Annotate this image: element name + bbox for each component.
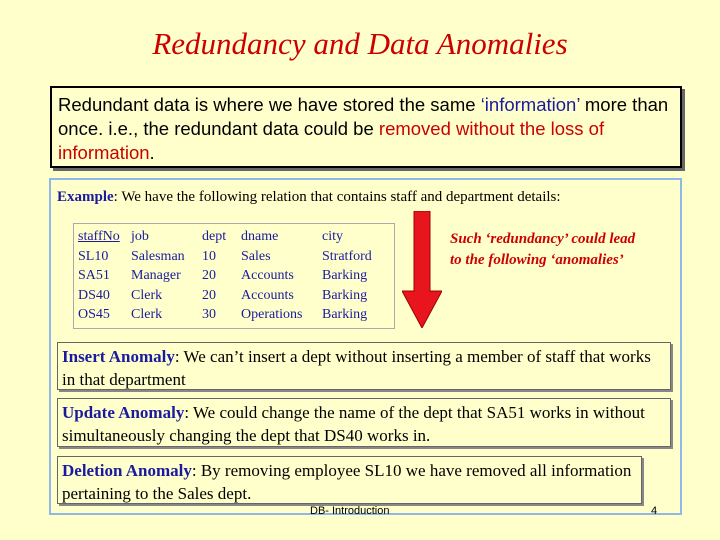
cell: OS45 xyxy=(78,307,110,322)
footer-label: DB- Introduction xyxy=(310,505,390,517)
cell: Barking xyxy=(322,287,368,303)
update-anomaly-box xyxy=(57,398,671,447)
cell: Clerk xyxy=(131,287,163,303)
deletion-anomaly-label: Deletion Anomaly xyxy=(62,461,192,480)
cell: 20 xyxy=(202,268,216,283)
update-anomaly-label: Update Anomaly xyxy=(62,403,185,422)
insert-anomaly-text: : We can’t insert a dept without inserting a member of staff that works in that department xyxy=(62,347,651,389)
header-dept: dept xyxy=(202,229,227,244)
cell: Barking xyxy=(322,307,368,322)
column-dname xyxy=(241,227,302,325)
cell: Operations xyxy=(241,307,303,322)
intro-text-information: ‘information’ xyxy=(480,94,580,115)
header-dname: dname xyxy=(241,229,279,244)
column-staffno xyxy=(78,227,120,325)
intro-box xyxy=(50,86,682,168)
cell: 20 xyxy=(202,287,216,303)
update-anomaly-text: : We could change the name of the dept that SA51 works in without simultaneously changing the dept that DS40 works in. xyxy=(62,403,645,445)
cell: 30 xyxy=(202,307,216,322)
cell: Barking xyxy=(322,268,368,283)
insert-anomaly-box xyxy=(57,342,671,390)
header-staffno: staffNo xyxy=(78,229,120,244)
cell: Salesman xyxy=(131,248,185,264)
column-city xyxy=(322,227,372,325)
header-job: job xyxy=(131,229,149,244)
redundancy-note: Such ‘redundancy’ could lead to the following ‘anomalies’ xyxy=(450,231,636,268)
cell: Accounts xyxy=(241,287,294,303)
cell: Accounts xyxy=(241,268,294,283)
cell: 10 xyxy=(202,248,216,264)
column-job xyxy=(131,227,185,325)
cell: Manager xyxy=(131,268,181,283)
cell: SL10 xyxy=(78,248,109,264)
down-arrow-icon xyxy=(402,211,442,328)
intro-text-1: Redundant data is where we have stored the same xyxy=(58,94,481,115)
intro-text-5: . xyxy=(149,142,155,163)
page-number: 4 xyxy=(651,505,658,517)
intro-text-3: more than once. i.e., the redundant data could be xyxy=(58,94,669,139)
cell: Sales xyxy=(241,248,271,264)
cell: Stratford xyxy=(322,248,372,264)
header-city: city xyxy=(322,229,343,244)
deletion-anomaly-text: : By removing employee SL10 we have removed all information pertaining to the Sales dept. xyxy=(62,461,632,503)
example-text: : We have the following relation that contains staff and department details: xyxy=(113,189,561,205)
slide-title: Redundancy and Data Anomalies xyxy=(152,26,568,61)
cell: DS40 xyxy=(78,287,110,303)
column-dept xyxy=(202,227,226,325)
insert-anomaly-label: Insert Anomaly xyxy=(62,347,175,366)
example-line xyxy=(57,189,561,206)
intro-text-removed: removed without the loss of information xyxy=(58,118,605,163)
example-label: Example xyxy=(57,189,114,205)
cell: SA51 xyxy=(78,268,110,283)
deletion-anomaly-box xyxy=(57,456,642,504)
cell: Clerk xyxy=(131,307,163,322)
